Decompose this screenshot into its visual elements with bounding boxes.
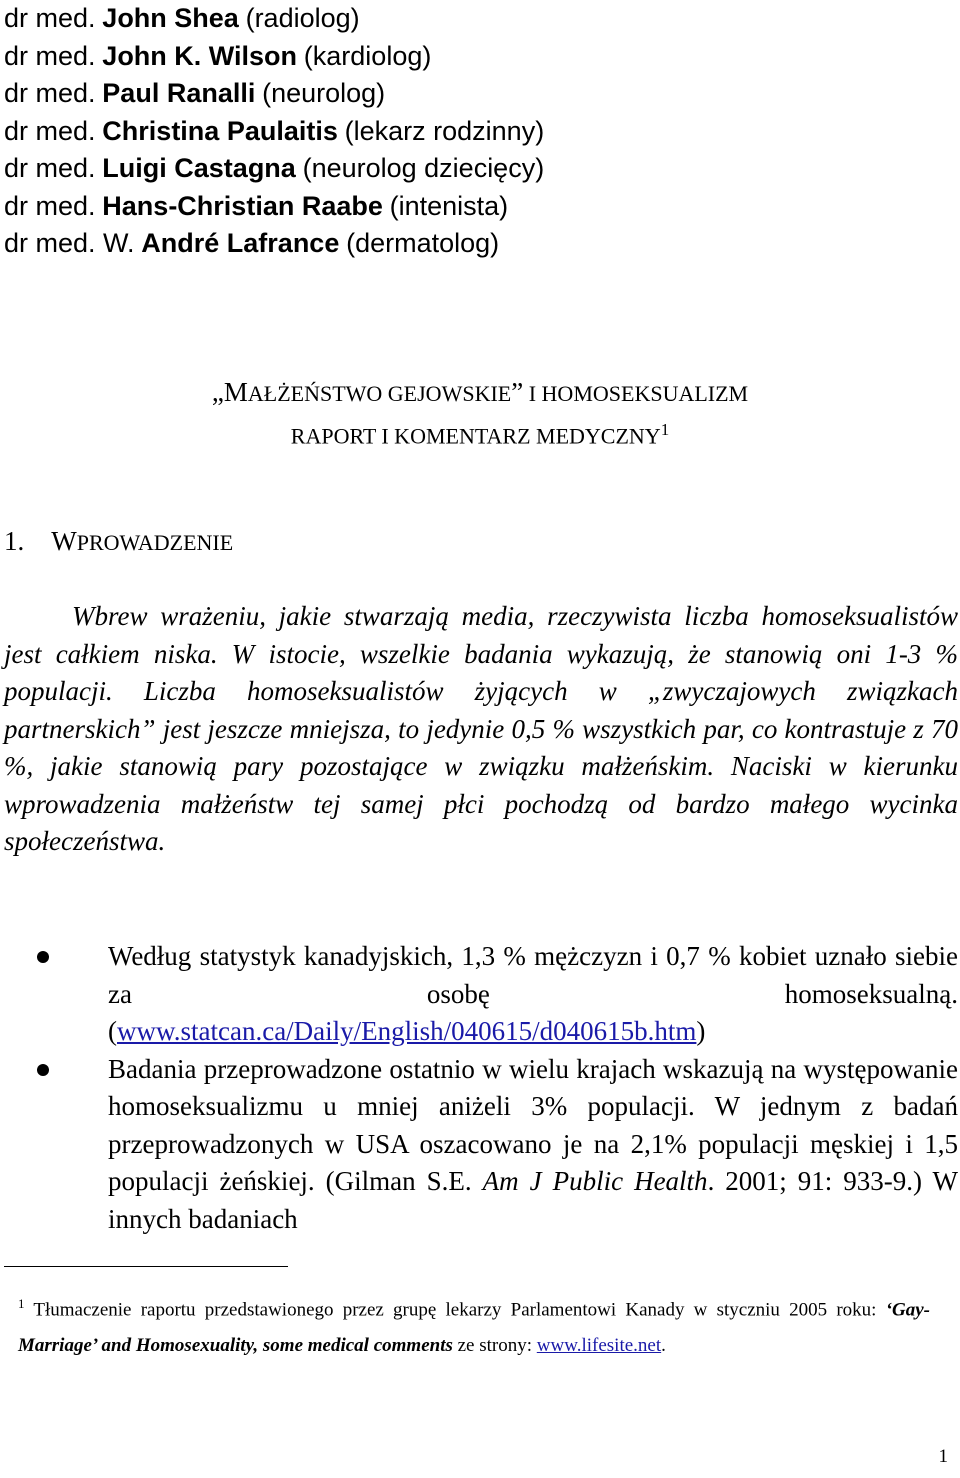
footnote-divider [4, 1266, 288, 1267]
bullet-icon [37, 1064, 49, 1076]
lifesite-link[interactable]: www.lifesite.net [536, 1335, 662, 1357]
author-name: Christina Paulaitis [102, 115, 338, 146]
footnote-ref: 1 [660, 420, 670, 439]
intro-paragraph: Wbrew wrażeniu, jakie stwarzają media, rzeczywista liczba homoseksualistów jest całkiem niska. W istocie, wszelkie badania wykazują, że stanowią oni 1-3 % populacji. Liczba homoseksualistów żyjących w „zwyczajowych związkach partnerskich” jest jeszcze mniejsza, to jedynie 0,5 % wszystkich par, co kontrastuje z 70 %, jakie stanowią pary pozostające w związku małżeńskim. Naciski w kierunku wprowadzenia małżeństw tej samej płci pochodzą od bardzo małego wycinka społeczeństwa. [4, 601, 958, 856]
author-line: dr med. John K. Wilson (kardiolog) [4, 40, 432, 71]
page-number: 1 [938, 1446, 948, 1467]
document-title-line-1: „MAŁŻEŃSTWO GEJOWSKIE” I HOMOSEKSUALIZM [211, 377, 749, 407]
author-line: dr med. Christina Paulaitis (lekarz rodzinny) [4, 115, 545, 146]
bullet-list [4, 938, 958, 1238]
footnote: $^1$ Tłumaczenie raportu przedstawionego przez grupę lekarzy Parlamentowi Kanady w styczniu 2005 roku: ‘Gay-Marriage’ and Homosexuality, some medical comments ze strony: www.lifesite.net. [18, 1296, 930, 1357]
author-name: Luigi Castagna [102, 153, 296, 183]
author-name: Paul Ranalli [102, 78, 256, 108]
document-title-line-2: RAPORT I KOMENTARZ MEDYCZNY$^1$ [290, 420, 670, 449]
author-line: dr med. Paul Ranalli (neurolog) [4, 78, 386, 108]
author-name: John Shea [102, 3, 239, 33]
author-line: dr med. John Shea (radiolog) [4, 3, 360, 33]
author-list [4, 0, 544, 263]
author-name: André Lafrance [141, 228, 340, 258]
journal-name: Am J Public Health [482, 1166, 708, 1196]
statcan-link[interactable]: www.statcan.ca/Daily/English/040615/d040615b.htm [117, 1016, 697, 1046]
author-line: dr med. Luigi Castagna (neurolog dziecięcy) [4, 153, 545, 183]
work-title: ‘Gay-Marriage’ and Homosexuality, some medical comments [18, 1299, 930, 1357]
bullet-icon [37, 951, 49, 963]
list-item: Według statystyk kanadyjskich, 1,3 % mężczyzn i 0,7 % kobiet uznało siebie za osobę homoseksualną. (www.statcan.ca/Daily/English/040615/d040615b.htm) [4, 938, 958, 1051]
author-name: John K. Wilson [102, 40, 298, 71]
list-item: Badania przeprowadzone ostatnio w wielu krajach wskazują na występowanie homoseksualizmu u mniej aniżeli 3% populacji. W jednym z badań przeprowadzonych w USA oszacowano je na 2,1% populacji męskiej i 1,5 populacji żeńskiej. (Gilman S.E. Am J Public Health. 2001; 91: 933-9.) W innych badaniach [4, 1051, 958, 1239]
section-heading: 1. WPROWADZENIE [4, 526, 234, 556]
author-line: dr med. Hans-Christian Raabe (intenista) [4, 190, 509, 221]
author-line: dr med. W. André Lafrance (dermatolog) [4, 228, 500, 258]
author-name: Hans-Christian Raabe [102, 190, 383, 221]
